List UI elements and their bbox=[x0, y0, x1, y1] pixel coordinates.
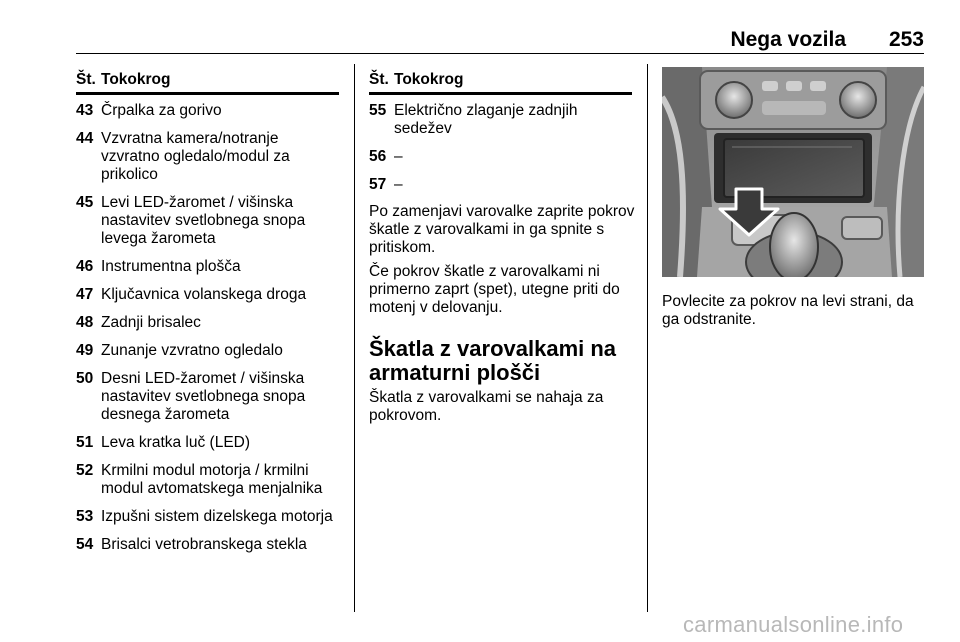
row-num: 50 bbox=[76, 370, 94, 387]
table-rows bbox=[76, 95, 339, 554]
dashboard-fusebox-photo bbox=[662, 67, 924, 277]
row-text: Krmilni modul motorja / krmilni modul avtomatskega menjalnika bbox=[101, 462, 323, 497]
column-divider-right bbox=[647, 64, 648, 612]
table-row bbox=[76, 130, 339, 184]
header-num: Št. bbox=[369, 71, 389, 88]
row-text: Leva kratka luč (LED) bbox=[101, 434, 251, 451]
header-num: Št. bbox=[76, 71, 96, 88]
fuse-table-right bbox=[369, 70, 632, 194]
page-title: Nega vozila bbox=[730, 28, 846, 51]
table-row bbox=[76, 536, 339, 554]
row-num: 49 bbox=[76, 342, 94, 359]
row-num: 54 bbox=[76, 536, 94, 553]
paragraph-malfunction: Če pokrov škatle z varovalkami ni primerno zaprt (spet), utegne priti do motenj v delovanju. bbox=[369, 263, 620, 316]
table-row bbox=[369, 176, 632, 194]
table-row bbox=[369, 102, 632, 138]
paragraph-close-cover: Po zamenjavi varovalke zaprite pokrov škatle z varovalkami in ga spnite s pritiskom. bbox=[369, 203, 635, 256]
table-row bbox=[76, 286, 339, 304]
row-text: Instrumentna plošča bbox=[101, 258, 241, 275]
table-row bbox=[369, 148, 632, 166]
table-row bbox=[76, 258, 339, 276]
row-text: Brisalci vetrobranskega stekla bbox=[101, 536, 307, 553]
row-text: Levi LED-žaromet / višinska nastavitev svetlobnega snopa levega žarometa bbox=[101, 194, 306, 247]
table-row bbox=[76, 102, 339, 120]
paragraph-location: Škatla z varovalkami se nahaja za pokrovom. bbox=[369, 389, 604, 424]
table-row bbox=[76, 370, 339, 424]
fuse-table-left bbox=[76, 70, 339, 554]
row-text: Ključavnica volanskega droga bbox=[101, 286, 307, 303]
column-divider-left bbox=[354, 64, 355, 612]
photo-caption: Povlecite za pokrov na levi strani, da ga odstranite. bbox=[662, 293, 914, 328]
row-num: 45 bbox=[76, 194, 94, 211]
table-row bbox=[76, 508, 339, 526]
table-header bbox=[76, 70, 339, 90]
page-number: 253 bbox=[888, 28, 924, 51]
row-num: 46 bbox=[76, 258, 94, 275]
watermark: carmanualsonline.info bbox=[683, 612, 904, 637]
row-num: 43 bbox=[76, 102, 94, 119]
page-header bbox=[76, 28, 924, 52]
table-row bbox=[76, 314, 339, 332]
table-rows bbox=[369, 95, 632, 194]
row-text: Desni LED-žaromet / višinska nastavitev svetlobnega snopa desnega žarometa bbox=[101, 370, 306, 423]
row-num: 55 bbox=[369, 102, 387, 119]
header-label: Tokokrog bbox=[101, 71, 171, 88]
row-num: 56 bbox=[369, 148, 387, 165]
table-row bbox=[76, 462, 339, 498]
row-num: 44 bbox=[76, 130, 94, 147]
table-row bbox=[76, 434, 339, 452]
row-text: – bbox=[394, 148, 403, 165]
row-text: Zadnji brisalec bbox=[101, 314, 201, 331]
row-text: Črpalka za gorivo bbox=[101, 102, 222, 119]
row-text: Izpušni sistem dizelskega motorja bbox=[101, 508, 333, 525]
row-text: Vzvratna kamera/notranje vzvratno ogledalo/modul za prikolico bbox=[101, 130, 290, 183]
row-num: 51 bbox=[76, 434, 94, 451]
row-text: Električno zlaganje zadnjih sedežev bbox=[394, 102, 578, 137]
table-row bbox=[76, 342, 339, 360]
row-num: 48 bbox=[76, 314, 94, 331]
table-header bbox=[369, 70, 632, 90]
header-label: Tokokrog bbox=[394, 71, 464, 88]
row-text: Zunanje vzvratno ogledalo bbox=[101, 342, 283, 359]
row-num: 53 bbox=[76, 508, 94, 525]
row-num: 47 bbox=[76, 286, 94, 303]
table-row bbox=[76, 194, 339, 248]
section-heading: Škatla z varovalkami na armaturni plošči bbox=[369, 336, 617, 385]
row-num: 57 bbox=[369, 176, 387, 193]
row-text: – bbox=[394, 176, 403, 193]
row-num: 52 bbox=[76, 462, 94, 479]
header-rule bbox=[76, 53, 924, 54]
